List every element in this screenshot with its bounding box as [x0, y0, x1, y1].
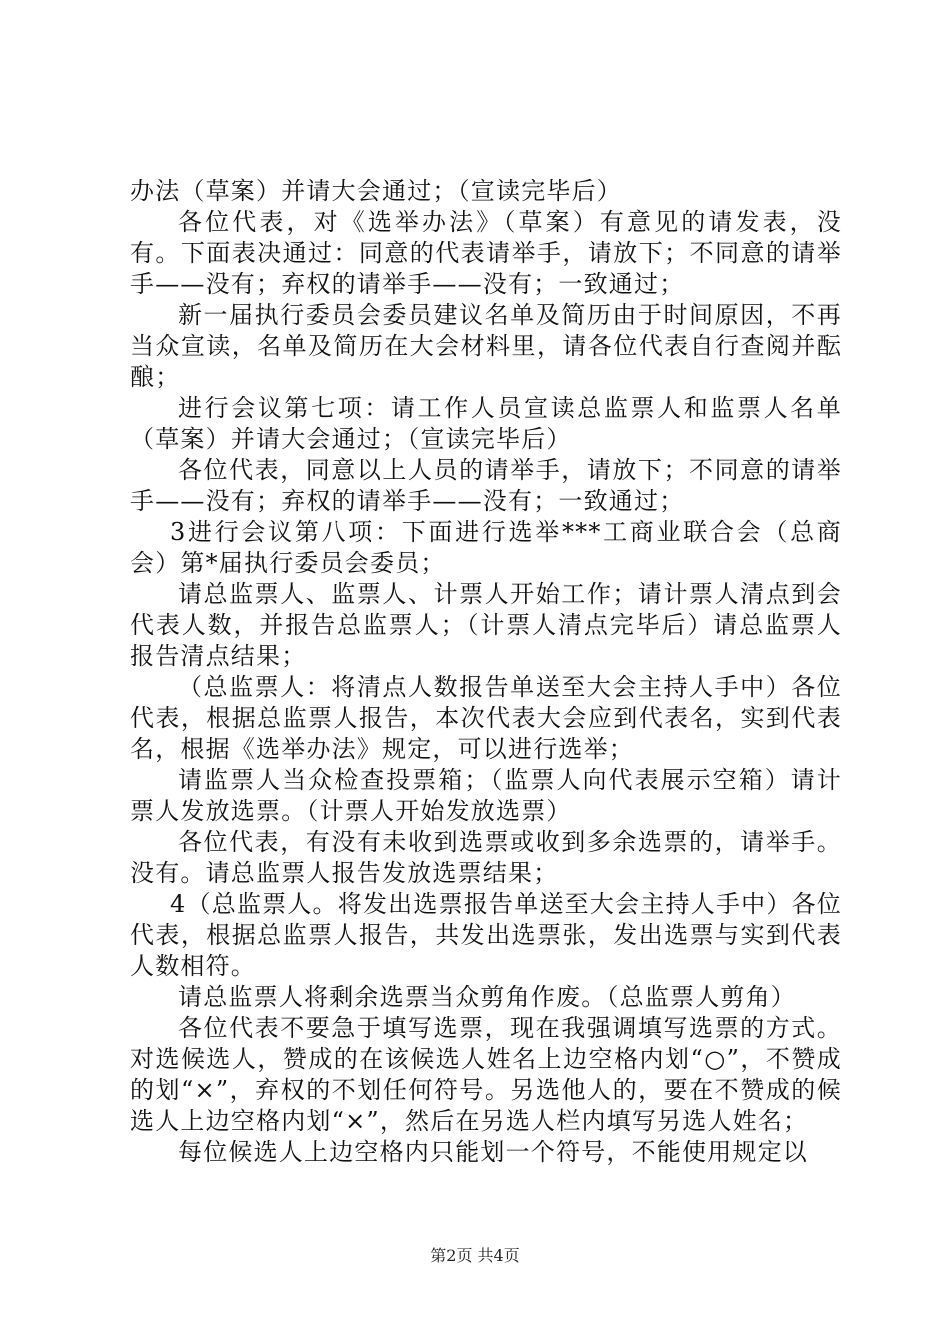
body-paragraph: 进行会议第七项：请工作人员宣读总监票人和监票人名单（草案）并请大会通过；（宣读完毕后） — [130, 394, 842, 453]
body-paragraph: 各位代表，对《选举办法》（草案）有意见的请发表，没有。下面表决通过：同意的代表请举手，请放下；不同意的请举手——没有；弃权的请举手——没有；一致通过； — [130, 208, 842, 298]
body-paragraph: 请总监票人将剩余选票当众剪角作废。（总监票人剪角） — [178, 983, 796, 1011]
body-paragraph: 请总监票人、监票人、计票人开始工作；请计票人清点到会代表人数，并报告总监票人；（计票人清点完毕后）请总监票人报告清点结果； — [130, 580, 842, 670]
body-paragraph: 各位代表不要急于填写选票，现在我强调填写选票的方式。对选候选人，赞成的在该候选人姓名上边空格内划“○”，不赞成的划“×”，弃权的不划任何符号。另选他人的，要在不赞成的候选人上边空格内划“×”，然后在另选人栏内填写另选人姓名； — [130, 1014, 842, 1135]
page-footer: 第2页 共4页 — [430, 1246, 520, 1265]
body-paragraph: 各位代表，同意以上人员的请举手，请放下；不同意的请举手——没有；弃权的请举手——没有；一致通过； — [130, 456, 842, 515]
document-body — [130, 176, 842, 1168]
body-paragraph: 各位代表，有没有未收到选票或收到多余选票的，请举手。没有。请总监票人报告发放选票结果； — [130, 828, 842, 887]
body-paragraph: 每位候选人上边空格内只能划一个符号，不能使用规定以 — [178, 1138, 808, 1166]
body-paragraph: 新一届执行委员会委员建议名单及简历由于时间原因，不再当众宣读，名单及简历在大会材料里，请各位代表自行查阅并酝酿； — [130, 301, 842, 391]
body-paragraph: 办法（草案）并请大会通过；（宣读完毕后） — [130, 177, 622, 205]
body-paragraph: 4（总监票人。将发出选票报告单送至大会主持人手中）各位代表，根据总监票人报告，共发出选票张，发出选票与实到代表人数相符。 — [130, 890, 842, 980]
body-paragraph: （总监票人：将清点人数报告单送至大会主持人手中）各位代表，根据总监票人报告，本次代表大会应到代表名，实到代表名，根据《选举办法》规定，可以进行选举； — [130, 673, 842, 763]
body-paragraph: 请监票人当众检查投票箱；（监票人向代表展示空箱）请计票人发放选票。（计票人开始发放选票） — [130, 766, 842, 825]
body-paragraph: 3进行会议第八项：下面进行选举***工商业联合会（总商会）第*届执行委员会委员； — [130, 518, 842, 577]
